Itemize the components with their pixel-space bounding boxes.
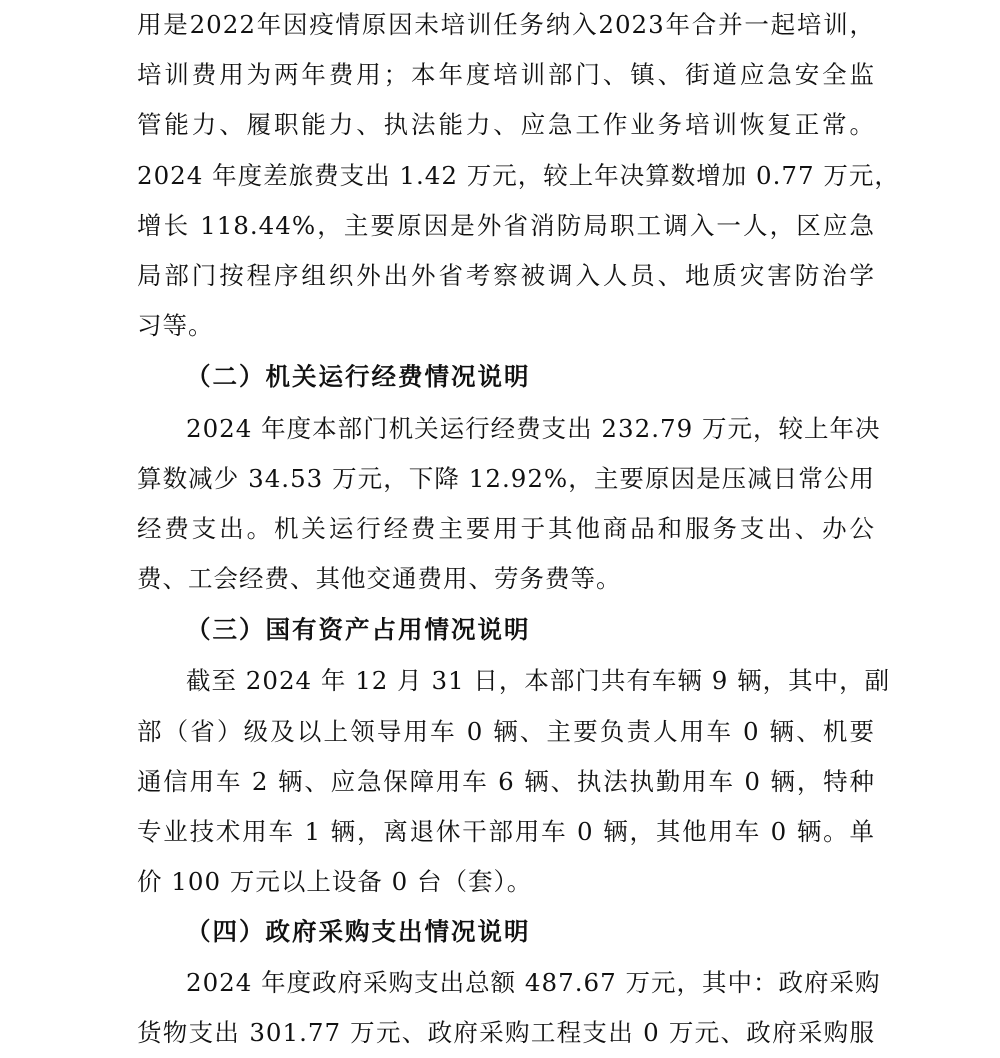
- paragraph-line: 2024 年度政府采购支出总额 487.67 万元，其中：政府采购: [186, 968, 881, 997]
- paragraph-line: 价 100 万元以上设备 0 台（套）。: [137, 867, 533, 896]
- paragraph-line: 算数减少 34.53 万元，下降 12.92%，主要原因是压减日常公用: [137, 464, 875, 493]
- paragraph-line: 费、工会经费、其他交通费用、劳务费等。: [137, 564, 622, 593]
- section-heading-state-assets: （三）国有资产占用情况说明: [186, 615, 531, 644]
- paragraph-line: 局部门按程序组织外出外省考察被调入人员、地质灾害防治学: [137, 261, 875, 290]
- paragraph-line: 经费支出。机关运行经费主要用于其他商品和服务支出、办公: [137, 514, 875, 543]
- paragraph-line: 培训费用为两年费用；本年度培训部门、镇、街道应急安全监: [137, 60, 875, 89]
- section-heading-operating-expenses: （二）机关运行经费情况说明: [186, 362, 531, 391]
- paragraph-line: 专业技术用车 1 辆，离退休干部用车 0 辆，其他用车 0 辆。单: [137, 817, 875, 846]
- paragraph-line: 截至 2024 年 12 月 31 日，本部门共有车辆 9 辆，其中，副: [186, 666, 891, 695]
- paragraph-line: 部（省）级及以上领导用车 0 辆、主要负责人用车 0 辆、机要: [137, 717, 875, 746]
- paragraph-line: 货物支出 301.77 万元、政府采购工程支出 0 万元、政府采购服: [137, 1018, 875, 1047]
- paragraph-line: 习等。: [137, 311, 214, 340]
- paragraph-line: 通信用车 2 辆、应急保障用车 6 辆、执法执勤用车 0 辆，特种: [137, 767, 875, 796]
- paragraph-line: 2024 年度差旅费支出 1.42 万元，较上年决算数增加 0.77 万元，: [137, 161, 900, 190]
- paragraph-line: 2024 年度本部门机关运行经费支出 232.79 万元，较上年决: [186, 414, 881, 443]
- paragraph-line: 用是2022年因疫情原因未培训任务纳入2023年合并一起培训，: [137, 10, 875, 39]
- paragraph-line: 增长 118.44%，主要原因是外省消防局职工调入一人，区应急: [137, 211, 875, 240]
- section-heading-government-procurement: （四）政府采购支出情况说明: [186, 917, 531, 946]
- paragraph-line: 管能力、履职能力、执法能力、应急工作业务培训恢复正常。: [137, 110, 875, 139]
